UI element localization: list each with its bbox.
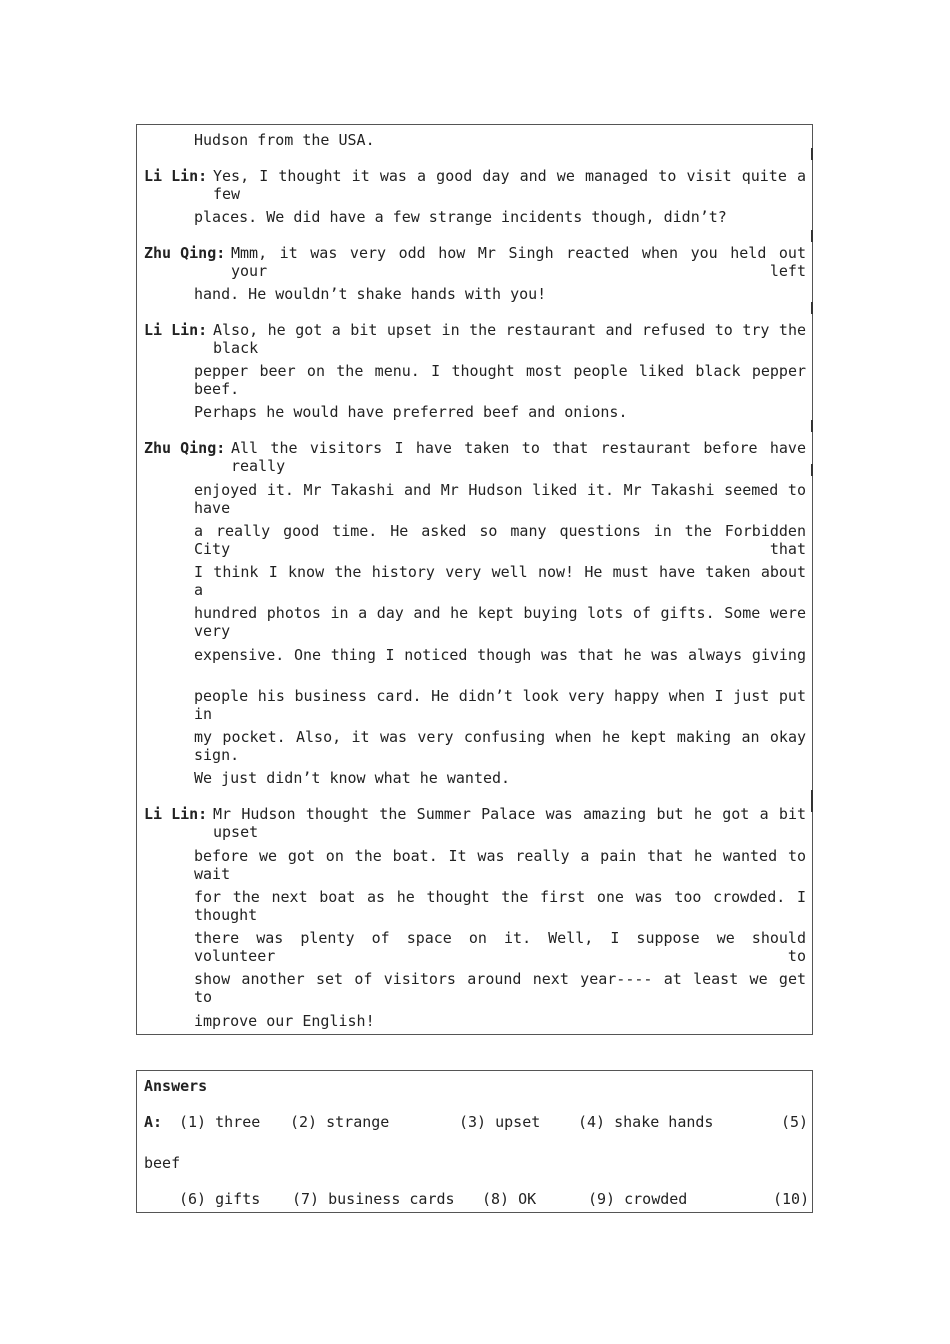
dialogue-line: Yes, I thought it was a good day and we managed to visit quite a few (213, 167, 806, 203)
dialogue-line: places. We did have a few strange incidents though, didn’t? (194, 208, 727, 226)
dialogue-line: expensive. One thing I noticed though was that he was always giving (194, 646, 806, 664)
dialogue-line: show another set of visitors around next year---- at least we get to (194, 970, 806, 1006)
speaker-label: Li Lin: (144, 805, 208, 823)
answers-heading: Answers (144, 1077, 208, 1095)
dialogue-line: hundred photos in a day and he kept buying lots of gifts. Some were very (194, 604, 806, 640)
dialogue-line: All the visitors I have taken to that restaurant before have really (231, 439, 806, 475)
speaker-label: Zhu Qing: (144, 244, 226, 262)
dialogue-line: before we got on the boat. It was really a pain that he wanted to wait (194, 847, 806, 883)
dialogue-line: a really good time. He asked so many questions in the Forbidden City that (194, 522, 806, 558)
answer-7: (7) business cards (292, 1190, 455, 1208)
dialogue-line: Mr Hudson thought the Summer Palace was amazing but he got a bit upset (213, 805, 806, 841)
dialogue-line: enjoyed it. Mr Takashi and Mr Hudson liked it. Mr Takashi seemed to have (194, 481, 806, 517)
dialogue-line: Perhaps he would have preferred beef and onions. (194, 403, 628, 421)
border-tick-mark (811, 800, 813, 812)
border-tick-mark (811, 230, 813, 242)
answer-10-label: (10) (773, 1190, 810, 1208)
answer-4: (4) shake hands (578, 1113, 714, 1131)
dialogue-line: pepper beer on the menu. I thought most people liked black pepper beef. (194, 362, 806, 398)
dialogue-line: I think I know the history very well now! He must have taken about a (194, 563, 806, 599)
answer-1: (1) three (179, 1113, 261, 1131)
border-tick-mark (811, 302, 813, 314)
speaker-label: Li Lin: (144, 167, 208, 185)
answer-5-label: (5) (781, 1113, 809, 1131)
answer-3: (3) upset (459, 1113, 541, 1131)
dialogue-line: there was plenty of space on it. Well, I suppose we should volunteer to (194, 929, 806, 965)
border-tick-mark (811, 148, 813, 160)
speaker-label: Li Lin: (144, 321, 208, 339)
answers-label-a: A: (144, 1113, 163, 1131)
dialogue-line: hand. He wouldn’t shake hands with you! (194, 285, 547, 303)
dialogue-line: people his business card. He didn’t look very happy when I just put in (194, 687, 806, 723)
dialogue-line: for the next boat as he thought the first one was too crowded. I thought (194, 888, 806, 924)
dialogue-line: Also, he got a bit upset in the restaurant and refused to try the black (213, 321, 806, 357)
dialogue-line: We just didn’t know what he wanted. (194, 769, 511, 787)
answer-8: (8) OK (482, 1190, 537, 1208)
border-tick-mark (811, 420, 813, 432)
speaker-label: Zhu Qing: (144, 439, 226, 457)
dialogue-line: improve our English! (194, 1012, 375, 1030)
border-tick-mark (811, 464, 813, 476)
answer-9: (9) crowded (588, 1190, 688, 1208)
answer-6: (6) gifts (179, 1190, 261, 1208)
answer-2: (2) strange (290, 1113, 390, 1131)
dialogue-line: my pocket. Also, it was very confusing when he kept making an okay sign. (194, 728, 806, 764)
dialogue-line: Mmm, it was very odd how Mr Singh reacted when you held out your left (231, 244, 806, 280)
dialogue-line: Hudson from the USA. (194, 131, 375, 149)
answer-5-value: beef (144, 1154, 181, 1172)
